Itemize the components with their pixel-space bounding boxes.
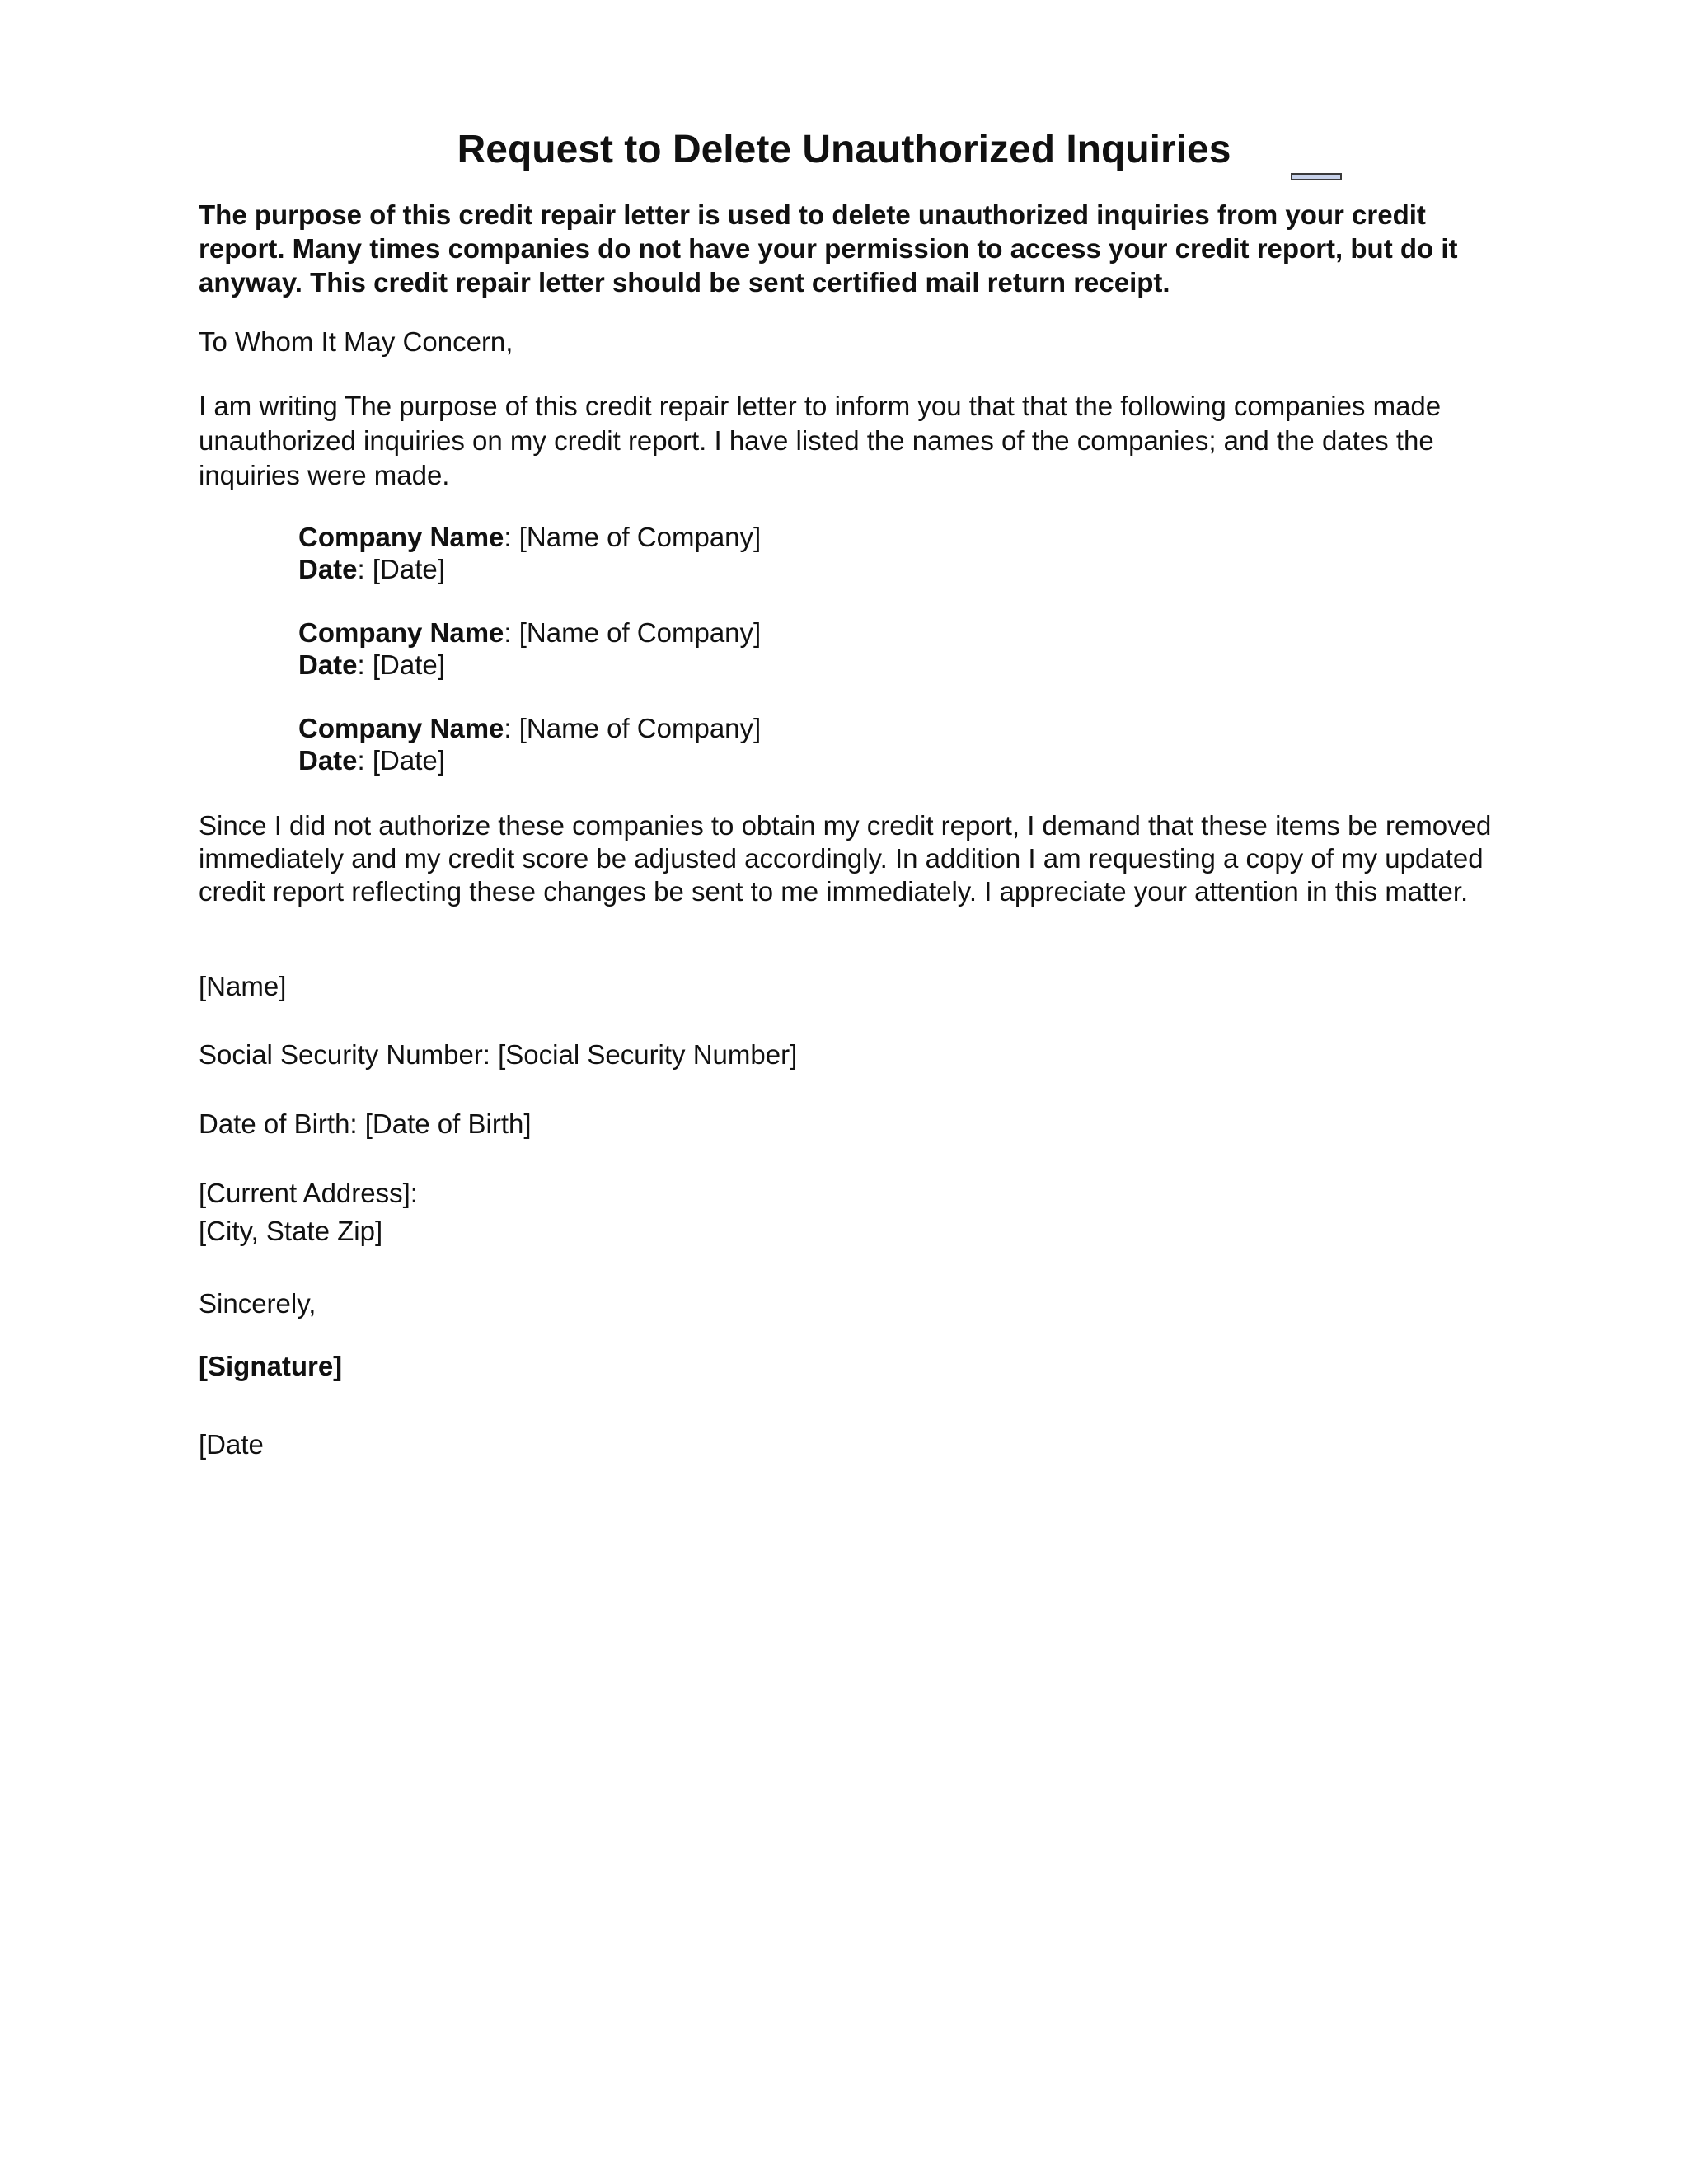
date-value: : [Date]	[357, 554, 445, 584]
date-label: Date	[298, 649, 358, 680]
inquiry-entry	[298, 521, 1287, 585]
date-value: : [Date]	[357, 649, 445, 680]
inquiry-date-row	[298, 553, 1287, 585]
inquiry-company-row	[298, 616, 1287, 649]
salutation: To Whom It May Concern,	[199, 326, 513, 357]
body-paragraph-2: Since I did not authorize these companies to obtain my credit report, I demand that these items be removed immediately and my credit score be adjusted accordingly. In addition I am requesting a copy of my updated credit report reflecting these changes be sent to me immediately. I appreciate your attention in this matter.	[199, 810, 1492, 907]
inquiry-entry	[298, 712, 1287, 776]
inquiry-company-row	[298, 521, 1287, 553]
company-name-label: Company Name	[298, 713, 504, 743]
address-line-1: [Current Address]:	[199, 1178, 418, 1208]
intro-paragraph: The purpose of this credit repair letter is used to delete unauthorized inquiries from your credit report. Many times companies do not have your permission to access your credit report, but do it anyway. This credit repair letter should be sent certified mail return receipt.	[199, 199, 1458, 298]
inquiry-company-row	[298, 712, 1287, 744]
company-name-value: : [Name of Company]	[504, 713, 762, 743]
inquiry-entry	[298, 616, 1287, 681]
address-line-2: [City, State Zip]	[199, 1216, 383, 1246]
date-value: : [Date]	[357, 745, 445, 776]
company-name-value: : [Name of Company]	[504, 522, 762, 552]
body-paragraph-1: I am writing The purpose of this credit repair letter to inform you that that the following companies made unauthorized inquiries on my credit report. I have listed the names of the companies; and the dates the inquiries were made.	[199, 391, 1442, 490]
ssn-line: Social Security Number: [Social Security Number]	[199, 1039, 798, 1070]
closing: Sincerely,	[199, 1288, 316, 1319]
inquiry-date-row	[298, 649, 1287, 681]
date-placeholder: [Date	[199, 1429, 264, 1460]
anchor-marker	[1291, 173, 1342, 180]
date-label: Date	[298, 745, 358, 776]
dob-line: Date of Birth: [Date of Birth]	[199, 1108, 532, 1139]
date-label: Date	[298, 554, 358, 584]
company-name-label: Company Name	[298, 617, 504, 648]
company-name-label: Company Name	[298, 522, 504, 552]
name-placeholder: [Name]	[199, 971, 287, 1001]
signature-placeholder: [Signature]	[199, 1351, 343, 1381]
page-title: Request to Delete Unauthorized Inquiries	[457, 128, 1231, 171]
company-name-value: : [Name of Company]	[504, 617, 762, 648]
inquiry-date-row	[298, 744, 1287, 776]
